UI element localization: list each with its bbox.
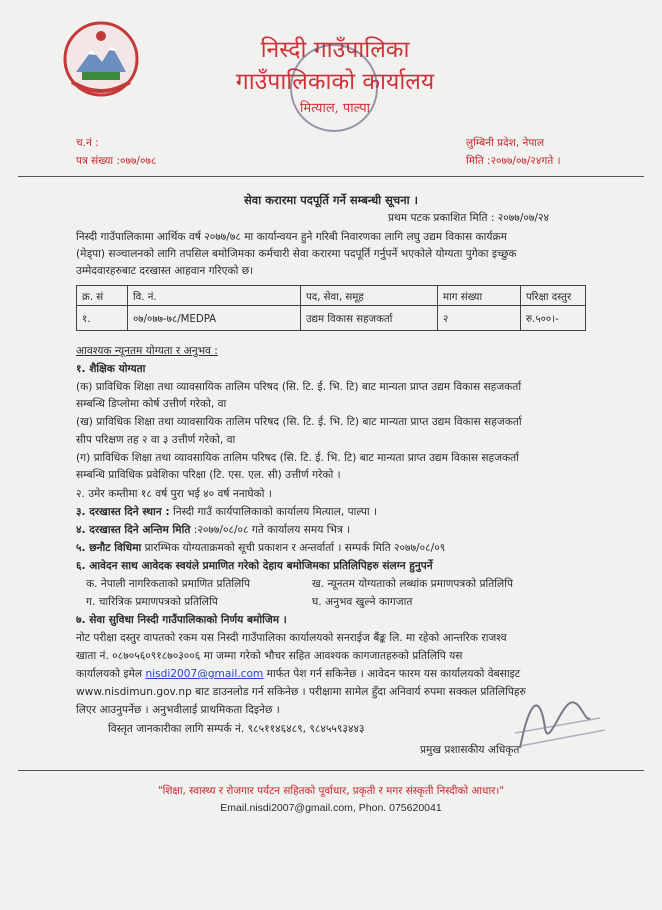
documents-heading: ६. आवेदन साथ आवेदक स्वयंले प्रमाणित गरेको देहाय बमोजिमका प्रतिलिपिहरु संलग्न हुनुपर्ने [76,560,433,572]
table-cell: रु.५००।- [521,306,586,331]
application-deadline [76,522,350,539]
qualification-heading: आवश्यक न्यूनतम योग्यता र अनुभव : [76,345,218,357]
header-divider [18,176,644,177]
column-header: परिक्षा दस्तुर [521,286,586,306]
email-link[interactable]: nisdi2007@gmail.com [145,668,264,680]
intro-line: उम्मेदवारहरुबाट दरखास्त आहवान गरिएको छ। [76,265,254,277]
table-cell: ०७/०७७-७८/MEDPA [128,306,301,331]
document-item: क. नेपाली नागरिकताको प्रमाणित प्रतिलिपि [86,578,251,590]
intro-line: (मेड्पा) सञ्चालनको लागि तपसिल बमोजिमका कर्मचारी सेवा करारमा पदपूर्ति गर्नुपर्ने भएकोले योग्यता पुगेका इच्छुक [76,248,517,260]
qualification-line: (ग) प्राविधिक शिक्षा तथा व्यावसायिक तालिम परिषद (सि. टि. ई. भि. टि) बाट मान्यता प्राप्त उद्यम विकास सहजकर्ता [76,452,519,464]
service-facility: ७. सेवा सुविधा निस्दी गाउँपालिकाको निर्णय बमोजिम । [76,614,287,626]
deadline-label: ४. दरखास्त दिने अन्तिम मिति [76,524,191,536]
letterhead-title-3: मित्याल, पाल्पा [300,101,370,116]
intro-line: निस्दी गाउँपालिकामा आर्थिक वर्ष २०७७/७८ मा कार्यान्वयन हुने गरिबी निवारणका लागि लघु उद्यम विकास कार्यक्रम [76,231,507,243]
column-header: माग संख्या [438,286,521,306]
qualification-line: सम्बन्धि प्राविधिक प्रवेशिका परिक्षा (टि. एस. एल. सी) उत्तीर्ण गरेको । [76,469,341,481]
place-value: निस्दी गाउँ कार्यपालिकाको कार्यालय मित्याल, पाल्पा । [169,506,378,518]
letter-date: मिति :२०७७/०७/२४गते । [466,155,561,167]
qualification-line: (क) प्राविधिक शिक्षा तथा व्यावसायिक तालिम परिषद (सि. टि. ई. भि. टि) बाट मान्यता प्राप्त उद्यम विकास सहजकर्ता [76,381,522,393]
letterhead-title-2: गाउँपालिकाको कार्यालय [235,69,435,95]
table-header-row [77,286,586,306]
province-address: लुम्बिनी प्रदेश, नेपाल [466,137,545,149]
qualification-line: सीप परिक्षण तह २ वा ३ उत्तीर्ण गरेको, वा [76,434,236,446]
table-cell: उद्यम विकास सहजकर्ता [301,306,438,331]
nepal-emblem-logo [62,20,140,98]
footer-divider [18,770,644,771]
table-cell: २ [438,306,521,331]
footer-contact: Email.nisdi2007@gmail.com, Phon. 075620041 [220,802,442,814]
table-cell: १. [77,306,128,331]
method-value: प्रारम्भिक योग्यताक्रमको सूची प्रकाशन र अन्तर्वार्ता । सम्पर्क मिति २०७७/०८/०९ [141,542,446,554]
reference-number: पत्र संख्या :०७७/०७८ [76,155,157,167]
application-place [76,504,377,521]
column-header: वि. नं. [128,286,301,306]
column-header: पद, सेवा, समूह [301,286,438,306]
footer-slogan: "शिक्षा, स्वास्थ्य र रोजगार पर्यटन सहितको पूर्वाधार, प्रकृती र मगर संस्कृती निस्दीको आधार।" [157,785,505,797]
deadline-value: :२०७७/०८/०८ गते कार्यालय समय भित्र । [190,524,351,536]
age-requirement: २. उमेर कम्तीमा १८ वर्ष पुरा भई ४० वर्ष ननाघेको । [76,488,272,500]
education-heading: १. शैक्षिक योग्यता [76,363,146,375]
note-line [76,666,520,683]
document-item: ग. चारित्रिक प्रमाणपत्रको प्रतिलिपि [86,596,218,608]
signatory-title: प्रमुख प्रशासकीय अधिकृत [420,744,520,756]
place-label: ३. दरखास्त दिने स्थान : [76,506,170,518]
note-line: खाता नं. ०८७०५६०९१८७०३००६ मा जम्मा गरेको भौचर सहित आवश्यक कागजातहरुको प्रतिलिपि यस [76,650,463,662]
letterhead-title-1: निस्दी गाउँपालिका [260,37,410,63]
note-line: www.nisdimun.gov.np बाट डाउनलोड गर्न सकिनेछ । परीक्षामा सामेल हुँदा अनिवार्य रुपमा सक्कल प्रतिलिपिहरु [76,686,526,698]
column-header: क्र. सं [77,286,128,306]
note-line: लिएर आउनुपर्नेछ । अनुभवीलाई प्राथमिकता दिइनेछ । [76,704,280,716]
document-item: घ. अनुभव खुल्ने कागजात [312,596,413,608]
table-row [77,306,586,331]
qualification-line: (ख) प्राविधिक शिक्षा तथा व्यावसायिक तालिम परिषद (सि. टि. ई. भि. टि) बाट मान्यता प्राप्त उद्यम विकास सहजकर्ता [76,416,522,428]
office-stamp-seal [290,44,378,132]
contact-numbers: विस्तृत जानकारीका लागि सम्पर्क नं. ९८५११४६४८९, ९८४५५९३४४३ [108,723,365,735]
notice-title: सेवा करारमा पदपूर्ति गर्ने सम्बन्धी सूचना । [244,193,418,207]
note-text: मार्फत पेश गर्न सकिनेछ । आवेदन फारम यस कार्यालयको वेबसाइट [263,668,521,680]
note-line: नोट परीक्षा दस्तुर वापतको रकम यस निस्दी गाउँपालिका कार्यालयको सनराईज बैंङ्क लि. मा रहेको आन्तरिक राजश्व [76,632,507,644]
selection-method [76,540,445,557]
document-item: ख. न्यूनतम योग्यताको लब्धांक प्रमाणपत्रको प्रतिलिपि [312,578,513,590]
letter-number: च.नं : [76,137,99,149]
published-date: प्रथम पटक प्रकाशित मिति : २०७७/०७/२४ [388,212,549,224]
vacancy-table [76,285,586,331]
method-label: ५. छनौट विधिमा [76,542,142,554]
qualification-line: सम्बन्धि डिप्लोमा कोर्ष उत्तीर्ण गरेको, वा [76,398,227,410]
note-text: कार्यालयको इमेल [76,668,146,680]
